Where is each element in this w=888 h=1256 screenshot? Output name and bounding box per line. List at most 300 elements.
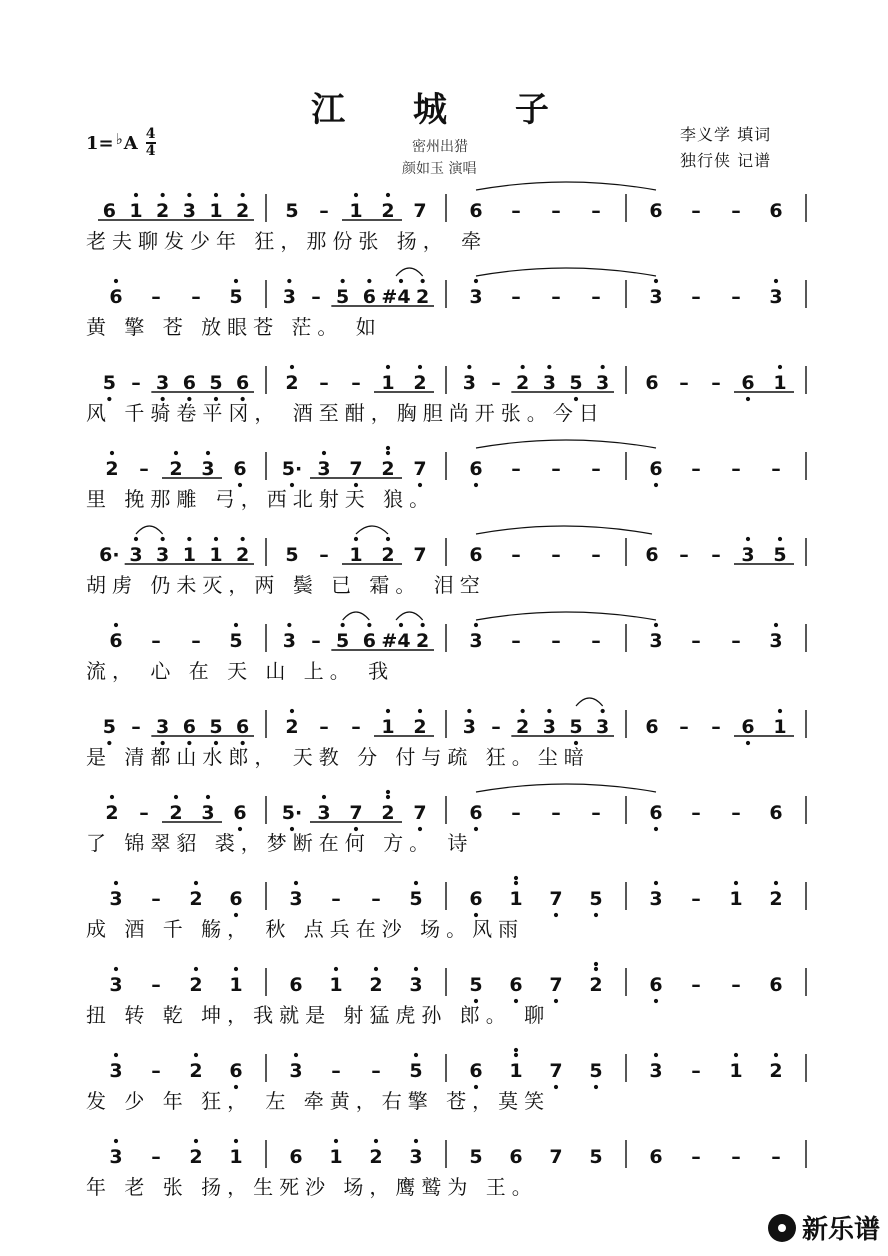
- high-octave-dot: [418, 709, 422, 713]
- high-octave-dot: [206, 795, 210, 799]
- dash-note: –: [691, 1146, 701, 1168]
- high-octave-dot: [234, 279, 238, 283]
- dash-note: –: [371, 1060, 381, 1082]
- note: 5: [229, 286, 243, 308]
- note: 2: [589, 974, 603, 996]
- note: 1: [229, 974, 243, 996]
- note: 2: [189, 888, 203, 910]
- tie-slur: [476, 784, 656, 792]
- note: 5: [589, 1060, 603, 1082]
- dash-note: –: [691, 630, 701, 652]
- high-octave-dot: [594, 962, 598, 966]
- tie-slur: [476, 526, 652, 534]
- note: 3: [649, 1060, 663, 1082]
- dash-note: –: [511, 802, 521, 824]
- high-octave-dot: [774, 279, 778, 283]
- note: 6: [645, 716, 659, 738]
- dash-note: –: [331, 888, 341, 910]
- lyric-line: 风 千骑卷平冈， 酒至酣，胸胆尚开张。今日: [86, 401, 605, 425]
- lyric-line: 年 老 张 扬，生死沙 场，鹰鹫为 王。: [86, 1175, 538, 1199]
- dash-note: –: [731, 974, 741, 996]
- note: 2: [381, 802, 395, 824]
- high-octave-dot: [322, 451, 326, 455]
- note: 3: [201, 458, 215, 480]
- note: 3: [596, 716, 610, 738]
- note: 6: [289, 974, 303, 996]
- dash-note: –: [591, 286, 601, 308]
- high-octave-dot: [774, 623, 778, 627]
- high-octave-dot: [367, 279, 371, 283]
- dash-note: –: [331, 1060, 341, 1082]
- note: 7: [349, 458, 363, 480]
- high-octave-dot: [241, 537, 245, 541]
- note: 2: [189, 1060, 203, 1082]
- low-octave-dot: [474, 827, 478, 831]
- note: 1: [182, 544, 196, 566]
- note: 6: [769, 200, 783, 222]
- note: 2: [189, 1146, 203, 1168]
- tie-slur: [476, 440, 656, 448]
- note: 6: [469, 544, 483, 566]
- note: 6: [362, 286, 376, 308]
- high-octave-dot: [654, 881, 658, 885]
- dash-note: –: [711, 544, 721, 566]
- tie-slur: [476, 268, 656, 276]
- note: 6: [509, 1146, 523, 1168]
- tie-slur: [476, 612, 656, 620]
- note: 7: [413, 802, 427, 824]
- note: 5: [409, 1060, 423, 1082]
- dash-note: –: [691, 802, 701, 824]
- high-octave-dot: [194, 1139, 198, 1143]
- high-octave-dot: [322, 795, 326, 799]
- high-octave-dot: [601, 709, 605, 713]
- high-octave-dot: [234, 967, 238, 971]
- note: 3: [409, 1146, 423, 1168]
- note: 3: [109, 1060, 123, 1082]
- note: 7: [549, 974, 563, 996]
- note: 5: [773, 544, 787, 566]
- low-octave-dot: [594, 1085, 598, 1089]
- high-octave-dot: [746, 537, 750, 541]
- high-octave-dot: [134, 537, 138, 541]
- dash-note: –: [591, 200, 601, 222]
- note: 2: [105, 458, 119, 480]
- note: 5: [569, 716, 583, 738]
- note: 3: [182, 200, 196, 222]
- dash-note: –: [731, 286, 741, 308]
- note: 1: [509, 1060, 523, 1082]
- transcriber-credit: 独行侠 记谱: [680, 151, 772, 170]
- high-octave-dot: [414, 1139, 418, 1143]
- high-octave-dot: [547, 365, 551, 369]
- high-octave-dot: [234, 623, 238, 627]
- dash-note: –: [691, 1060, 701, 1082]
- note: 3: [317, 802, 331, 824]
- note: 1: [381, 372, 395, 394]
- high-octave-dot: [778, 365, 782, 369]
- note: 5: [469, 974, 483, 996]
- dash-note: –: [691, 458, 701, 480]
- note: 5: [589, 888, 603, 910]
- note: 6: [649, 200, 663, 222]
- logo-text: 新乐谱: [801, 1215, 880, 1245]
- note: 2: [285, 716, 299, 738]
- note: 5: [102, 716, 116, 738]
- high-octave-dot: [547, 709, 551, 713]
- note: 5: [285, 200, 299, 222]
- note: 3: [409, 974, 423, 996]
- dash-note: –: [551, 630, 561, 652]
- low-octave-dot: [594, 913, 598, 917]
- high-octave-dot: [474, 623, 478, 627]
- lyric-line: 流， 心 在 天 山 上。 我: [86, 659, 395, 683]
- high-octave-dot: [174, 451, 178, 455]
- note: 6: [649, 1146, 663, 1168]
- note: 3: [462, 716, 476, 738]
- note: 6: [236, 372, 250, 394]
- low-octave-dot: [554, 1085, 558, 1089]
- dash-note: –: [591, 630, 601, 652]
- high-octave-dot: [290, 365, 294, 369]
- note: 2: [285, 372, 299, 394]
- tie-slur: [476, 182, 656, 190]
- high-octave-dot: [414, 967, 418, 971]
- low-octave-dot: [654, 827, 658, 831]
- note: 3: [649, 888, 663, 910]
- dash-note: –: [591, 458, 601, 480]
- note: 3: [156, 544, 170, 566]
- high-octave-dot: [474, 279, 478, 283]
- dash-note: –: [319, 544, 329, 566]
- lyric-line: 里 挽那雕 弓，西北射天 狼。: [86, 487, 436, 511]
- dash-note: –: [551, 286, 561, 308]
- low-octave-dot: [654, 999, 658, 1003]
- high-octave-dot: [734, 881, 738, 885]
- note: 6: [741, 372, 755, 394]
- note: 3: [282, 286, 296, 308]
- note: 6: [769, 974, 783, 996]
- lyric-line: 胡虏 仍未灭，两 鬓 已 霜。 泪空: [86, 573, 486, 597]
- note: 3: [201, 802, 215, 824]
- note: 5: [336, 286, 350, 308]
- high-octave-dot: [421, 279, 425, 283]
- note: 6: [233, 802, 247, 824]
- note: 3: [649, 286, 663, 308]
- note: 3: [289, 888, 303, 910]
- note: 2: [369, 1146, 383, 1168]
- flat-icon: ♭: [115, 130, 123, 148]
- high-octave-dot: [187, 193, 191, 197]
- note: 5: [469, 1146, 483, 1168]
- note: 1: [349, 200, 363, 222]
- high-octave-dot: [386, 193, 390, 197]
- note: 2: [381, 458, 395, 480]
- note: 5·: [281, 802, 303, 824]
- note: 2: [769, 888, 783, 910]
- dash-note: –: [771, 1146, 781, 1168]
- note: 3: [769, 630, 783, 652]
- note: 7: [413, 458, 427, 480]
- note: 6: [769, 802, 783, 824]
- lyric-line: 了 锦翠貂 裘，梦断在何 方。 诗: [86, 831, 474, 855]
- dash-note: –: [319, 372, 329, 394]
- note: 6: [649, 802, 663, 824]
- dash-note: –: [371, 888, 381, 910]
- high-octave-dot: [514, 881, 518, 885]
- note: 5·: [281, 458, 303, 480]
- note: 3: [156, 372, 170, 394]
- high-octave-dot: [110, 795, 114, 799]
- dash-note: –: [731, 200, 741, 222]
- dash-note: –: [311, 630, 321, 652]
- key-prefix: 1=: [86, 132, 114, 154]
- lyric-line: 老夫聊发少年 狂，那份张 扬， 牵: [86, 229, 488, 253]
- dash-note: –: [511, 630, 521, 652]
- dash-note: –: [139, 458, 149, 480]
- note: 1: [229, 1146, 243, 1168]
- high-octave-dot: [521, 709, 525, 713]
- high-octave-dot: [334, 967, 338, 971]
- note: 7: [349, 802, 363, 824]
- dash-note: –: [319, 200, 329, 222]
- note: 3: [129, 544, 143, 566]
- note: 6: [289, 1146, 303, 1168]
- low-octave-dot: [654, 483, 658, 487]
- dash-note: –: [351, 716, 361, 738]
- note: 3: [769, 286, 783, 308]
- note: 2: [413, 716, 427, 738]
- singer-credit: 颜如玉 演唱: [402, 161, 477, 177]
- dash-note: –: [131, 372, 141, 394]
- note: 2: [156, 200, 170, 222]
- lyric-line: 是 清都山水郎， 天教 分 付与疏 狂。尘暗: [86, 745, 590, 769]
- note: 2: [189, 974, 203, 996]
- time-top: 4: [145, 126, 156, 142]
- note: 7: [549, 888, 563, 910]
- high-octave-dot: [114, 623, 118, 627]
- high-octave-dot: [241, 193, 245, 197]
- high-octave-dot: [778, 537, 782, 541]
- high-octave-dot: [778, 709, 782, 713]
- note: 1: [129, 200, 143, 222]
- dash-note: –: [551, 200, 561, 222]
- high-octave-dot: [734, 1053, 738, 1057]
- dash-note: –: [711, 372, 721, 394]
- note: 2: [516, 372, 530, 394]
- note: 1: [209, 544, 223, 566]
- note: 3: [109, 1146, 123, 1168]
- dash-note: –: [151, 1060, 161, 1082]
- note: 6: [741, 716, 755, 738]
- high-octave-dot: [114, 967, 118, 971]
- note: 2: [769, 1060, 783, 1082]
- note: 1: [729, 1060, 743, 1082]
- high-octave-dot: [467, 709, 471, 713]
- lyric-line: 成 酒 千 觞， 秋 点兵在沙 场。风雨: [86, 917, 525, 941]
- high-octave-dot: [654, 623, 658, 627]
- note: 5: [209, 372, 223, 394]
- note: #4: [381, 286, 411, 308]
- dash-note: –: [491, 716, 501, 738]
- note: 6: [109, 630, 123, 652]
- dash-note: –: [311, 286, 321, 308]
- high-octave-dot: [114, 1139, 118, 1143]
- high-octave-dot: [514, 1053, 518, 1057]
- high-octave-dot: [374, 1139, 378, 1143]
- high-octave-dot: [334, 1139, 338, 1143]
- dash-note: –: [551, 458, 561, 480]
- note: 3: [109, 974, 123, 996]
- tie-slur: [396, 612, 423, 620]
- song-title: 江 城 子: [311, 90, 577, 130]
- note: 6: [109, 286, 123, 308]
- high-octave-dot: [774, 1053, 778, 1057]
- note: 2: [416, 630, 430, 652]
- note: 3: [282, 630, 296, 652]
- dash-note: –: [191, 286, 201, 308]
- note: 1: [509, 888, 523, 910]
- dash-note: –: [191, 630, 201, 652]
- note: 3: [542, 716, 556, 738]
- high-octave-dot: [114, 881, 118, 885]
- dash-note: –: [591, 802, 601, 824]
- dash-note: –: [731, 458, 741, 480]
- note: 2: [416, 286, 430, 308]
- note: 6: [469, 200, 483, 222]
- note: 1: [729, 888, 743, 910]
- note: 6: [229, 888, 243, 910]
- dash-note: –: [691, 974, 701, 996]
- dash-note: –: [151, 888, 161, 910]
- note: 1: [329, 1146, 343, 1168]
- note: 6: [649, 974, 663, 996]
- note: 5: [409, 888, 423, 910]
- dash-note: –: [319, 716, 329, 738]
- high-octave-dot: [386, 709, 390, 713]
- high-octave-dot: [594, 967, 598, 971]
- dash-note: –: [351, 372, 361, 394]
- high-octave-dot: [521, 365, 525, 369]
- note: 3: [469, 630, 483, 652]
- high-octave-dot: [514, 876, 518, 880]
- note: 5: [589, 1146, 603, 1168]
- high-octave-dot: [194, 967, 198, 971]
- high-octave-dot: [418, 365, 422, 369]
- note: 3: [542, 372, 556, 394]
- high-octave-dot: [287, 279, 291, 283]
- dash-note: –: [151, 1146, 161, 1168]
- note: 1: [349, 544, 363, 566]
- note: 6: [182, 716, 196, 738]
- high-octave-dot: [341, 279, 345, 283]
- note: 6: [102, 200, 116, 222]
- dash-note: –: [771, 458, 781, 480]
- high-octave-dot: [386, 365, 390, 369]
- note: 6: [469, 1060, 483, 1082]
- dash-note: –: [731, 802, 741, 824]
- high-octave-dot: [110, 451, 114, 455]
- note: 1: [773, 716, 787, 738]
- low-octave-dot: [474, 483, 478, 487]
- note: 6: [469, 458, 483, 480]
- key-note: A: [123, 132, 138, 154]
- note: 3: [156, 716, 170, 738]
- note: 3: [462, 372, 476, 394]
- dash-note: –: [691, 888, 701, 910]
- high-octave-dot: [467, 365, 471, 369]
- note: 2: [381, 200, 395, 222]
- high-octave-dot: [386, 537, 390, 541]
- high-octave-dot: [161, 537, 165, 541]
- high-octave-dot: [194, 881, 198, 885]
- high-octave-dot: [354, 537, 358, 541]
- time-bottom: 4: [145, 143, 156, 159]
- note: 6: [233, 458, 247, 480]
- note: 6: [649, 458, 663, 480]
- high-octave-dot: [601, 365, 605, 369]
- note: #4: [381, 630, 411, 652]
- note: 3: [289, 1060, 303, 1082]
- dash-note: –: [551, 802, 561, 824]
- note: 1: [381, 716, 395, 738]
- high-octave-dot: [287, 623, 291, 627]
- low-octave-dot: [554, 913, 558, 917]
- high-octave-dot: [290, 709, 294, 713]
- note: 1: [773, 372, 787, 394]
- note: 2: [236, 544, 250, 566]
- note: 7: [549, 1146, 563, 1168]
- note: 6: [469, 888, 483, 910]
- lyric-line: 黄 擎 苍 放眼苍 茫。 如: [86, 315, 382, 339]
- high-octave-dot: [654, 279, 658, 283]
- dash-note: –: [591, 544, 601, 566]
- dash-note: –: [679, 372, 689, 394]
- dash-note: –: [731, 630, 741, 652]
- tie-slur: [356, 526, 388, 534]
- note: 5: [285, 544, 299, 566]
- tie-slur: [396, 268, 423, 276]
- note: 6: [645, 372, 659, 394]
- note: 3: [649, 630, 663, 652]
- note: 7: [413, 544, 427, 566]
- dash-note: –: [511, 286, 521, 308]
- note: 6: [182, 372, 196, 394]
- dash-note: –: [691, 200, 701, 222]
- high-octave-dot: [367, 623, 371, 627]
- note: 2: [169, 802, 183, 824]
- note: 5: [102, 372, 116, 394]
- note: 6: [469, 802, 483, 824]
- high-octave-dot: [214, 537, 218, 541]
- site-logo: [768, 1209, 880, 1246]
- dash-note: –: [551, 544, 561, 566]
- low-octave-dot: [746, 397, 750, 401]
- dash-note: –: [511, 544, 521, 566]
- dash-note: –: [139, 802, 149, 824]
- high-octave-dot: [654, 1053, 658, 1057]
- note: 3: [596, 372, 610, 394]
- high-octave-dot: [206, 451, 210, 455]
- tie-slur: [576, 698, 603, 706]
- high-octave-dot: [174, 795, 178, 799]
- high-octave-dot: [354, 193, 358, 197]
- lyric-line: 扭 转 乾 坤，我就是 射猛虎孙 郎。 聊: [86, 1003, 551, 1027]
- note: 3: [317, 458, 331, 480]
- dash-note: –: [679, 544, 689, 566]
- note: 5: [229, 630, 243, 652]
- dash-note: –: [491, 372, 501, 394]
